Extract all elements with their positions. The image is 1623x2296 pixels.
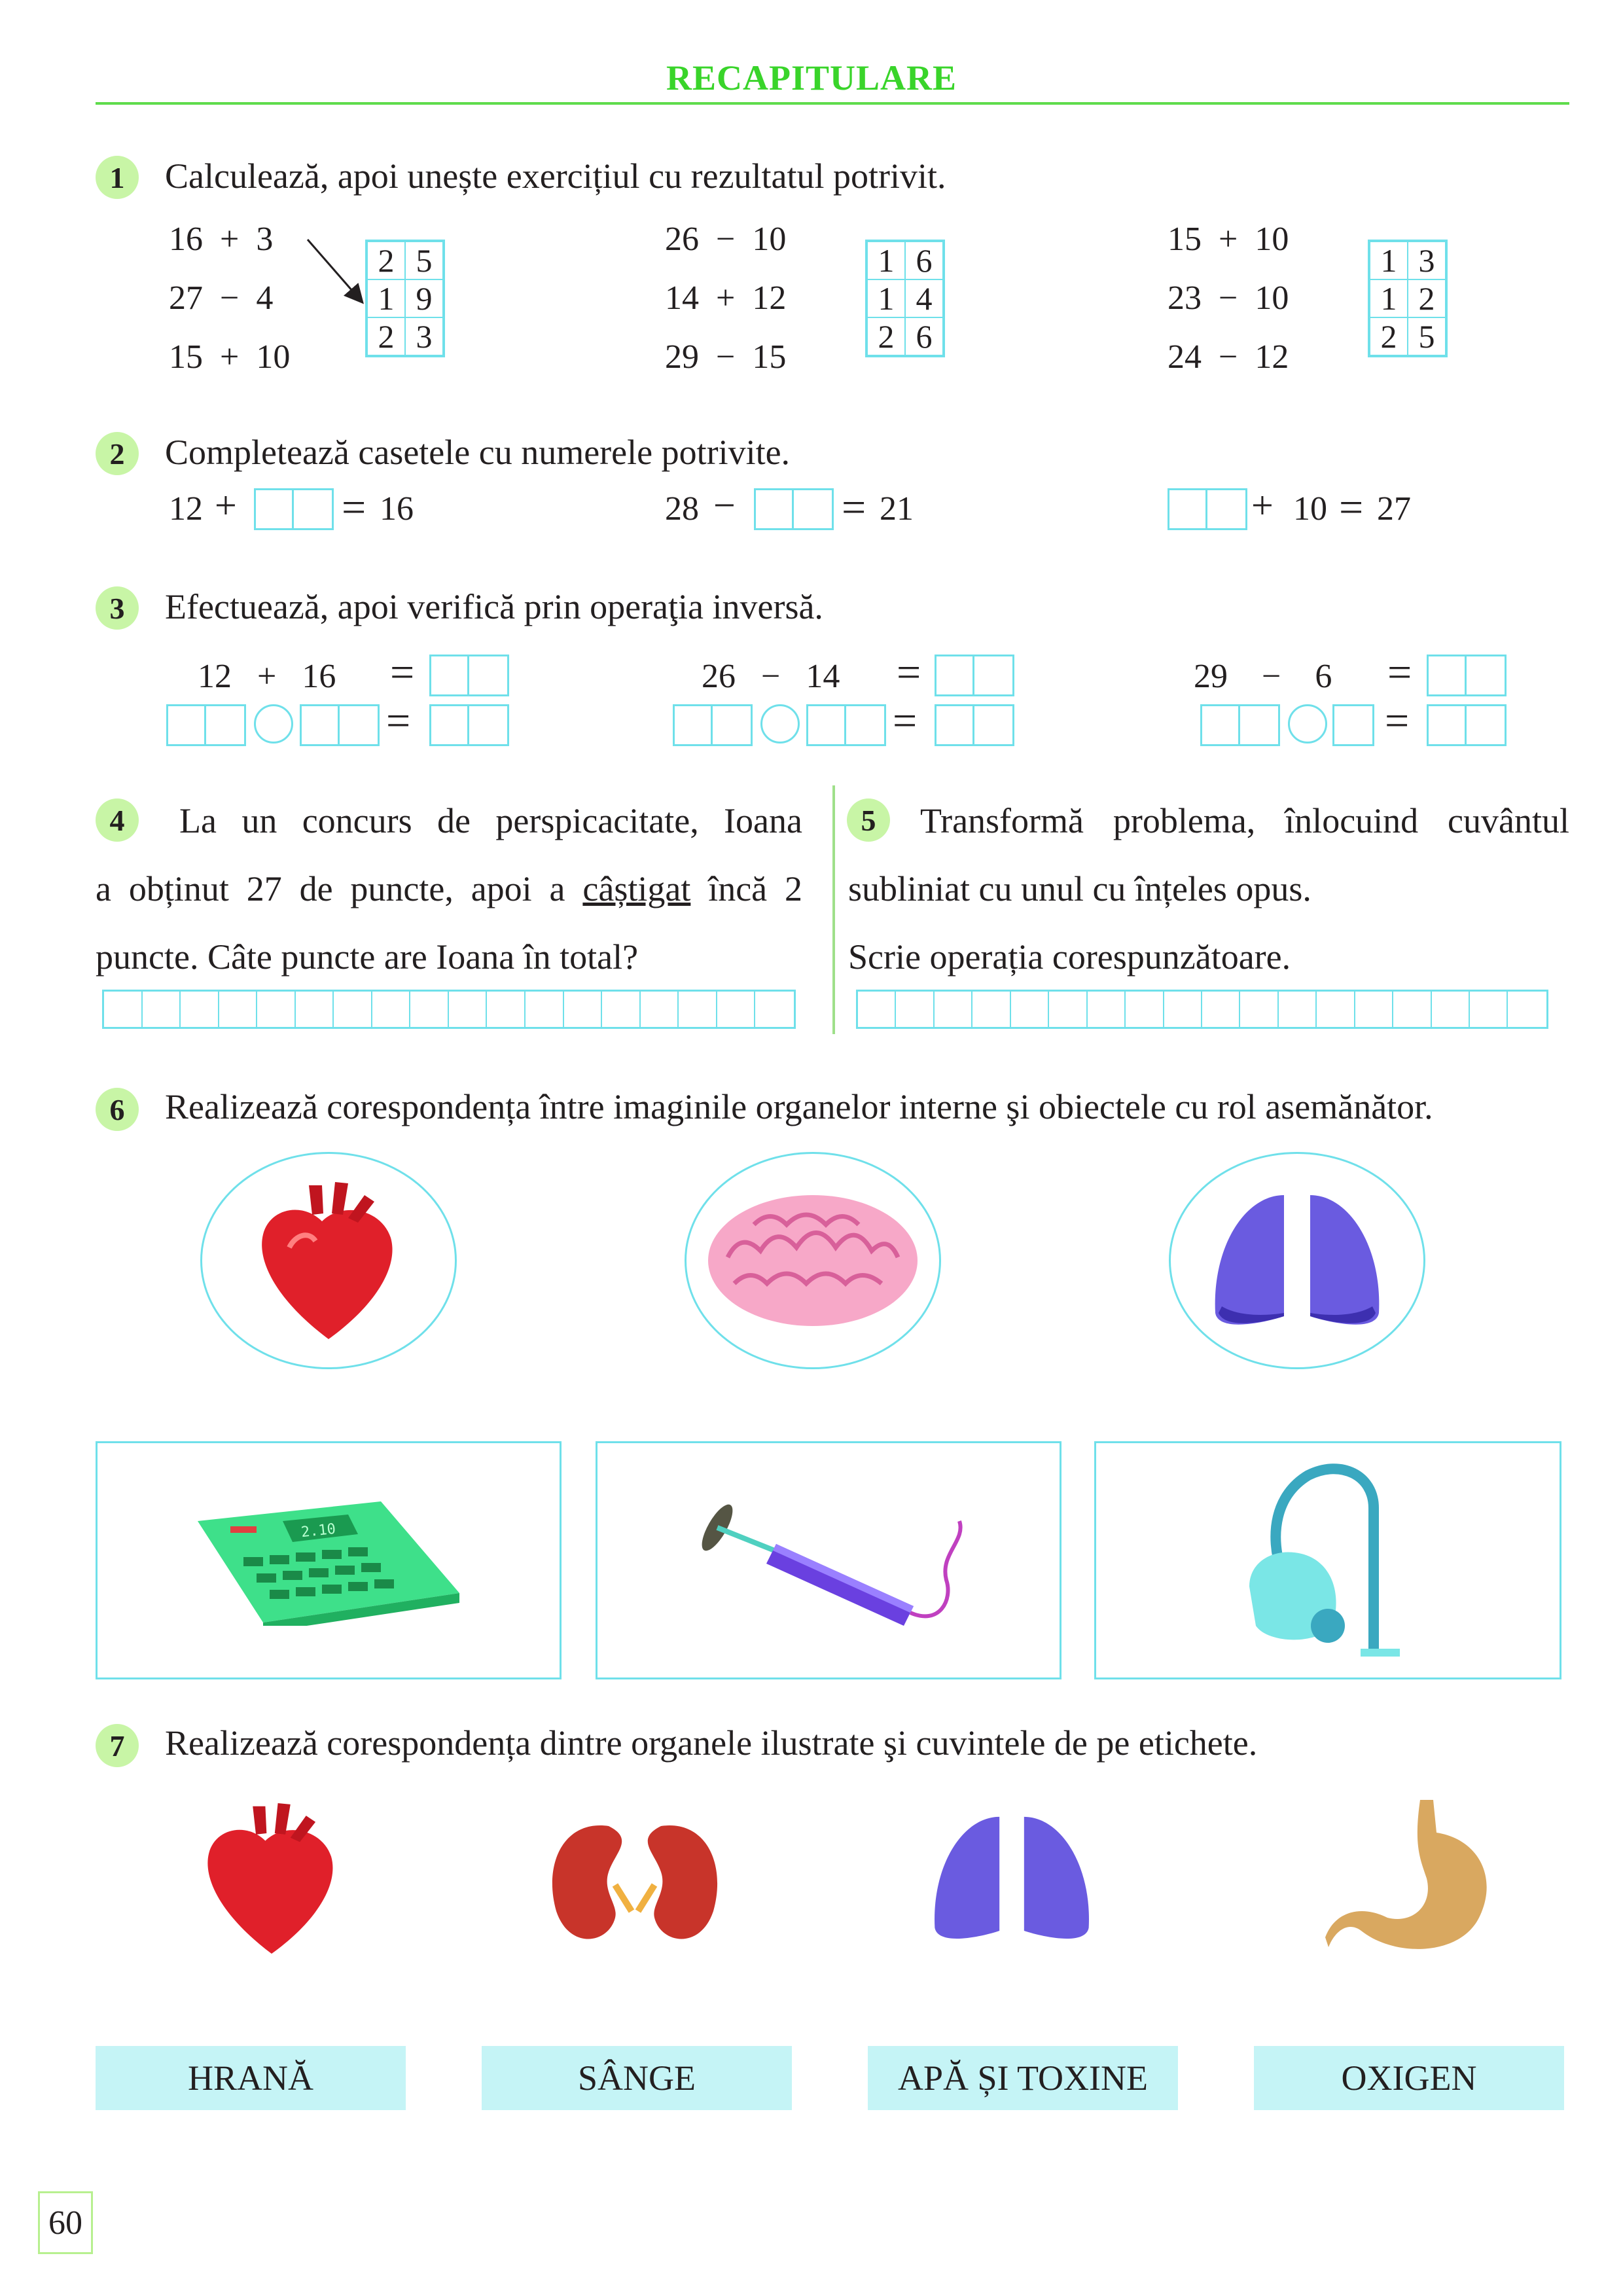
answer-cell[interactable] — [564, 992, 603, 1027]
equation-number: 28 — [665, 490, 699, 528]
equals-sign: = — [386, 697, 411, 745]
problem-line: subliniat cu unul cu înțeles opus. — [848, 869, 1311, 908]
plus-sign: + — [1251, 484, 1274, 527]
equals-sign: = — [1387, 649, 1412, 696]
calculator-icon — [185, 1495, 473, 1626]
operator-circle[interactable] — [254, 704, 293, 744]
equation-number: 12 — [169, 490, 203, 528]
svg-text:2.10: 2.10 — [300, 1520, 337, 1541]
heart-oval[interactable] — [200, 1152, 457, 1369]
exercise-instruction: Realizează corespondența dintre organele ilustrate şi cuvintele de pe etichete. — [165, 1723, 1258, 1763]
page-number: 60 — [38, 2191, 93, 2254]
exercise-number: 3 — [96, 586, 139, 630]
equation-result: 21 — [880, 490, 914, 528]
brain-icon — [702, 1185, 924, 1336]
answer-cell[interactable] — [1088, 992, 1126, 1027]
answer-cell[interactable] — [755, 992, 794, 1027]
answer-cell[interactable] — [257, 992, 296, 1027]
answer-row[interactable] — [856, 990, 1548, 1029]
answer-cell[interactable] — [896, 992, 934, 1027]
stomach-icon[interactable] — [1322, 1793, 1505, 1964]
equals-sign: = — [842, 484, 866, 531]
vacuum-cleaner-icon — [1230, 1456, 1426, 1665]
answer-cell[interactable] — [1470, 992, 1508, 1027]
result-grid: 1 6 1 4 2 6 — [865, 240, 945, 357]
check-boxes[interactable] — [166, 704, 246, 746]
exercise-number: 6 — [96, 1088, 139, 1131]
answer-boxes[interactable] — [1168, 488, 1247, 530]
heart-icon[interactable] — [196, 1793, 347, 1964]
exercise-instruction: Completează casetele cu numerele potrivite. — [165, 433, 791, 472]
expression: 29 − 6 — [1194, 658, 1332, 695]
expression: 12 + 16 — [198, 658, 336, 695]
page-title: RECAPITULARE — [666, 58, 957, 98]
problem-line: Scrie operația corespunzătoare. — [848, 937, 1291, 977]
result-boxes[interactable] — [1427, 655, 1507, 696]
answer-cell[interactable] — [972, 992, 1010, 1027]
answer-cell[interactable] — [372, 992, 411, 1027]
exercise-instruction: Efectuează, apoi verifică prin operaţia inversă. — [165, 587, 823, 626]
label-oxygen[interactable]: OXIGEN — [1254, 2046, 1564, 2110]
answer-cell[interactable] — [1049, 992, 1087, 1027]
exercise-number: 7 — [96, 1724, 139, 1767]
answer-cell[interactable] — [296, 992, 334, 1027]
expression: 16 + 3 — [169, 221, 274, 258]
answer-cell[interactable] — [449, 992, 488, 1027]
brain-oval[interactable] — [685, 1152, 941, 1369]
connecting-arrow — [302, 236, 368, 308]
answer-cell[interactable] — [1317, 992, 1355, 1027]
label-food[interactable]: HRANĂ — [96, 2046, 406, 2110]
title-divider — [96, 102, 1569, 105]
answer-cell[interactable] — [602, 992, 641, 1027]
expression: 27 − 4 — [169, 279, 274, 317]
answer-cell[interactable] — [1355, 992, 1393, 1027]
vacuum-frame[interactable] — [1094, 1441, 1561, 1679]
exercise-number: 5 — [847, 798, 890, 842]
problem-text — [848, 787, 1569, 991]
air-pump-icon — [678, 1482, 979, 1639]
problem-text — [96, 787, 802, 991]
exercise-instruction: Calculează, apoi unește exercițiul cu rezultatul potrivit. — [165, 156, 946, 196]
result-boxes[interactable] — [1427, 704, 1507, 746]
check-boxes[interactable] — [673, 704, 753, 746]
check-boxes[interactable] — [1200, 704, 1280, 746]
answer-cell[interactable] — [219, 992, 258, 1027]
minus-sign: − — [713, 484, 736, 527]
problem-line: a obținut 27 de puncte, apoi a câștigat încă 2 — [96, 869, 803, 908]
answer-cell[interactable] — [410, 992, 449, 1027]
problem-line: puncte. Câte puncte are Ioana în total? — [96, 937, 639, 977]
calculator-frame[interactable] — [96, 1441, 562, 1679]
operator-circle[interactable] — [1288, 704, 1327, 744]
answer-cell[interactable] — [143, 992, 181, 1027]
equals-sign: = — [1339, 484, 1364, 531]
expression: 24 − 12 — [1168, 338, 1289, 376]
answer-cell[interactable] — [1279, 992, 1317, 1027]
result-boxes[interactable] — [935, 704, 1014, 746]
problem-line: La un concurs de perspicacitate, Ioana — [179, 801, 802, 840]
column-divider — [832, 785, 835, 1034]
answer-cell[interactable] — [1164, 992, 1202, 1027]
operator-circle[interactable] — [760, 704, 800, 744]
expression: 14 + 12 — [665, 279, 787, 317]
plus-sign: + — [215, 484, 237, 527]
answer-cell[interactable] — [1240, 992, 1278, 1027]
answer-cell[interactable] — [1202, 992, 1240, 1027]
label-blood[interactable]: SÂNGE — [482, 2046, 792, 2110]
underlined-word: câștigat — [582, 869, 691, 908]
exercise-number: 1 — [96, 156, 139, 199]
equals-sign: = — [342, 484, 366, 531]
answer-cell[interactable] — [717, 992, 756, 1027]
kidneys-icon[interactable] — [537, 1813, 733, 1957]
answer-cell[interactable] — [1011, 992, 1049, 1027]
answer-boxes[interactable] — [254, 488, 334, 530]
result-boxes[interactable] — [935, 655, 1014, 696]
answer-cell[interactable] — [1508, 992, 1546, 1027]
problem-line: Transformă problema, înlocuind cuvântul — [920, 801, 1569, 840]
answer-boxes[interactable] — [754, 488, 834, 530]
answer-row[interactable] — [102, 990, 796, 1029]
equals-sign: = — [1385, 697, 1410, 745]
answer-cell[interactable] — [487, 992, 526, 1027]
lungs-icon — [1186, 1182, 1408, 1339]
exercise-number: 2 — [96, 432, 139, 475]
check-boxes[interactable] — [1332, 704, 1374, 746]
answer-cell[interactable] — [1432, 992, 1470, 1027]
answer-cell[interactable] — [104, 992, 143, 1027]
equation-result: 27 — [1377, 490, 1411, 528]
result-grid: 2 5 1 9 2 3 — [365, 240, 445, 357]
expression: 15 + 10 — [169, 338, 291, 376]
expression: 15 + 10 — [1168, 221, 1289, 258]
equals-sign: = — [897, 649, 921, 696]
exercise-number: 4 — [96, 798, 139, 842]
exercise-instruction: Realizează corespondența între imaginile organelor interne şi obiectele cu rol asemănător. — [165, 1087, 1433, 1126]
expression: 26 − 10 — [665, 221, 787, 258]
result-grid: 1 3 1 2 2 5 — [1368, 240, 1448, 357]
equals-sign: = — [390, 649, 415, 696]
answer-cell[interactable] — [935, 992, 972, 1027]
equation-number: 10 — [1293, 490, 1327, 528]
answer-cell[interactable] — [858, 992, 896, 1027]
check-boxes[interactable] — [806, 704, 886, 746]
equals-sign: = — [893, 697, 918, 745]
answer-cell[interactable] — [641, 992, 679, 1027]
result-boxes[interactable] — [429, 704, 509, 746]
answer-cell[interactable] — [181, 992, 219, 1027]
result-boxes[interactable] — [429, 655, 509, 696]
lungs-oval[interactable] — [1169, 1152, 1425, 1369]
answer-cell[interactable] — [1393, 992, 1431, 1027]
answer-cell[interactable] — [679, 992, 717, 1027]
label-water-toxins[interactable]: APĂ ȘI TOXINE — [868, 2046, 1178, 2110]
lungs-icon[interactable] — [907, 1793, 1116, 1964]
expression: 29 − 15 — [665, 338, 787, 376]
pump-frame[interactable] — [596, 1441, 1061, 1679]
check-boxes[interactable] — [300, 704, 380, 746]
heart-icon — [250, 1175, 407, 1346]
equation-result: 16 — [380, 490, 414, 528]
expression: 23 − 10 — [1168, 279, 1289, 317]
answer-cell[interactable] — [334, 992, 372, 1027]
expression: 26 − 14 — [702, 658, 840, 695]
answer-cell[interactable] — [526, 992, 564, 1027]
answer-cell[interactable] — [1126, 992, 1164, 1027]
